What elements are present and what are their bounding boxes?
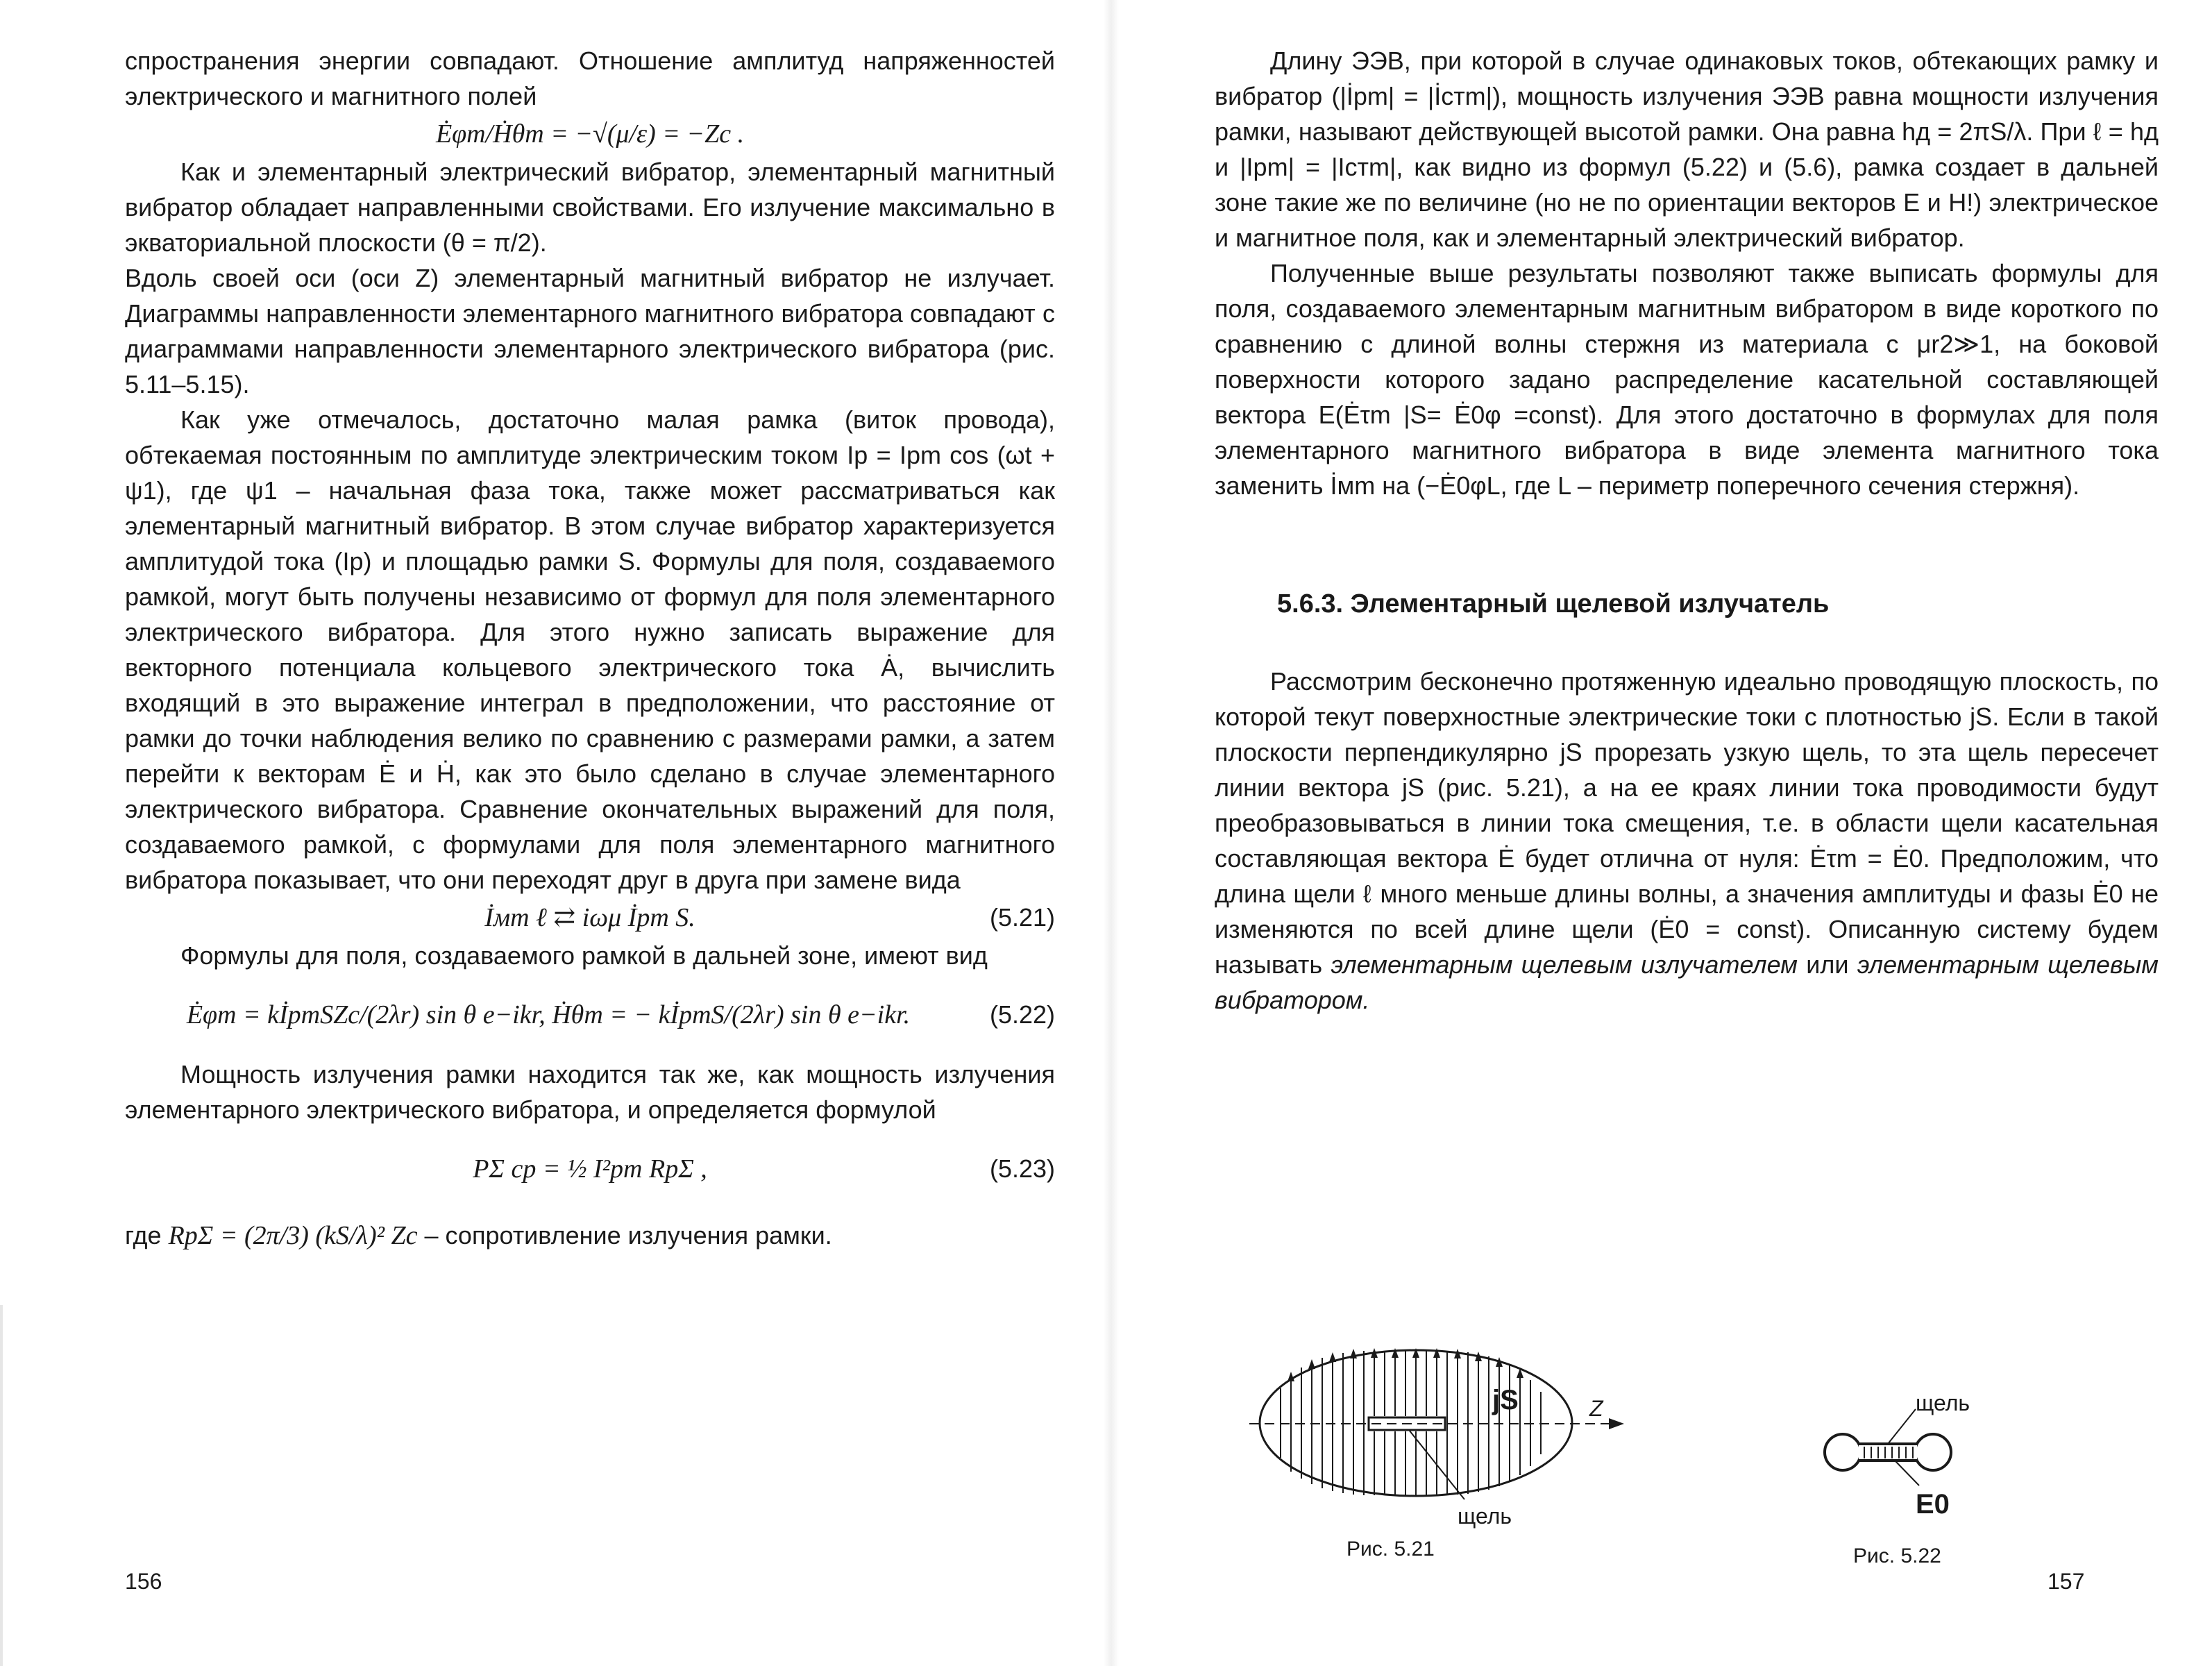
equation-number: (5.21)	[989, 903, 1055, 932]
figure-5-22	[1812, 1388, 1992, 1527]
equation-ratio	[125, 114, 1055, 154]
right-text-column	[1215, 43, 2159, 1018]
equation-body: Ėφm = kİpmSZc/(2λr) sin θ e−ikr, Ḣθm = − kİpmS/(2λr) sin θ e−ikr.	[186, 1000, 911, 1029]
figure-5-21	[1249, 1347, 1638, 1555]
slot-label: щель	[1458, 1504, 1512, 1529]
equation-body: PΣ ср = ½ I²pm RpΣ ,	[473, 1154, 707, 1184]
left-text-column	[125, 43, 1055, 1254]
paragraph: Как уже отмечалось, достаточно малая рамка (виток провода), обтекаемая постоянным по амплитуде электрическим током Iр = Ipm cos (ωt + ψ1), где ψ1 – начальная фаза тока, также может рассматриваться как элементарный магнитный вибратор. В этом случае вибратор характеризуется амплитудой тока (Iр) и площадью рамки S. Формулы для поля, создаваемого рамкой, могут быть получены независимо от формул для поля элементарного электрического вибратора. Для этого нужно записать выражение для векторного потенциала кольцевого электрического тока Ȧ, вычислить входящий в это выражение интеграл в предположении, что расстояние от рамки до точки наблюдения велико по сравнению с размерами рамки, а затем перейти к векторам Ė и Ḣ, как это было сделано в случае элементарного электрического вибратора. Сравнение окончательных выражений для поля, создаваемого рамкой, с формулами для поля элементарного магнитного вибратора показывает, что они переходят друг в друга при замене вида	[125, 405, 1055, 894]
page-number-left: 156	[125, 1569, 162, 1594]
equation-body: İмm ℓ ⇄ iωμ İpm S.	[484, 903, 695, 932]
paragraph	[1215, 664, 2159, 1018]
paragraph: Длину ЭЭВ, при которой в случае одинаковых токов, обтекающих рамку и вибратор (|İpm| = |İстm|), мощность излучения ЭЭВ равна мощности излучения рамки, называют действующей высотой рамки. Она равна hд = 2πS/λ. При ℓ = hд и |Ipm| = |Iстm|, как видно из формул (5.22) и (5.6), рамка создает в дальней зоне такие же по величине (но не по ориентации векторов E и H!) электрическое и магнитное поля, как и элементарный электрический вибратор.	[1215, 47, 2159, 252]
paragraph: Как и элементарный электрический вибратор, элементарный магнитный вибратор обладает направленными свойствами. Его излучение максимально в экваториальной плоскости (θ = π/2).	[125, 158, 1055, 257]
slot-label: щель	[1916, 1390, 1970, 1415]
e0-leader-line	[1895, 1461, 1919, 1486]
paragraph: Полученные выше результаты позволяют также выписать формулы для поля, создаваемого элементарным магнитным вибратором в виде короткого по сравнению с длиной волны стержня из материала с μr2≫1, на боковой поверхности которого задано распределение касательной составляющей вектора E(Ėτm |S= Ė0φ =const). Для этого достаточно в формулах для поля элементарного магнитного вибратора в виде элемента магнитного тока заменить İмm на (−Ė0φL, где L – периметр поперечного сечения стержня).	[1215, 259, 2159, 500]
paragraph: спространения энергии совпадают. Отношение амплитуд напряженностей электрического и магнитного полей	[125, 47, 1055, 110]
equation-5-23	[125, 1127, 1055, 1211]
line-prefix: где	[125, 1221, 162, 1250]
slot-end-left	[1825, 1434, 1861, 1470]
figure-5-21-caption: Рис. 5.21	[1346, 1538, 1435, 1560]
resistance-formula: RpΣ = (2π/3) (kS/λ)² Zc	[168, 1221, 418, 1250]
z-axis-arrowhead	[1609, 1418, 1624, 1429]
paragraph: Мощность излучения рамки находится так же, как мощность излучения элементарного электрического вибратора, и определяется формулой	[125, 1060, 1055, 1124]
section-heading: 5.6.3. Элементарный щелевой излучатель	[1277, 589, 1830, 619]
slot-leader-line	[1888, 1409, 1916, 1444]
radiation-resistance-line	[125, 1218, 1055, 1254]
slot-end-right	[1915, 1434, 1951, 1470]
equation-number: (5.23)	[989, 1154, 1055, 1183]
current-density-label: jS	[1492, 1385, 1519, 1415]
figure-5-22-caption: Рис. 5.22	[1853, 1545, 1941, 1567]
paragraph: Вдоль своей оси (оси Z) элементарный магнитный вибратор не излучает. Диаграммы направленности элементарного магнитного вибратора совпадают с диаграммами направленности элементарного электрического вибратора (рис. 5.11–5.15).	[125, 264, 1055, 398]
equation-5-21	[125, 898, 1055, 938]
paragraph-text: или	[1806, 950, 1849, 979]
line-suffix: – сопротивление излучения рамки.	[424, 1221, 832, 1250]
page-number-right: 157	[2048, 1569, 2085, 1594]
paragraph-text: Рассмотрим бесконечно протяженную идеально проводящую плоскость, по которой текут поверхностные электрические токи с плотностью jS. Если в такой плоскости перпендикулярно jS прорезать узкую щель, то эта щель пересечет линии вектора jS (рис. 5.21), а на ее краях линии тока проводимости будут преобразовываться в линии тока смещения, т.е. в области щели касательная составляющая вектора Ė будет отлична от нуля: Ėτm = Ė0. Предположим, что длина щели ℓ много меньше длины волны, а значения амплитуды и фазы Ė0 не изменяются по всей длине щели (Ė0 = const). Описанную систему будем называть	[1215, 667, 2159, 979]
e0-label: E0	[1916, 1489, 1950, 1520]
equation-5-22	[125, 973, 1055, 1057]
emphasis-term: элементарным щелевым излучателем	[1331, 950, 1798, 979]
right-page	[1111, 0, 2212, 1666]
equation-body: Ėφm/Ḣθm = −√(μ/ε) = −Zc .	[435, 119, 745, 149]
equation-number: (5.22)	[989, 1000, 1055, 1029]
paragraph: Формулы для поля, создаваемого рамкой в дальней зоне, имеют вид	[180, 941, 988, 970]
z-axis-label: Z	[1589, 1396, 1603, 1421]
emphasis-term: элементарным щелевым вибратором.	[1215, 950, 2159, 1014]
slot-body	[1859, 1444, 1917, 1461]
